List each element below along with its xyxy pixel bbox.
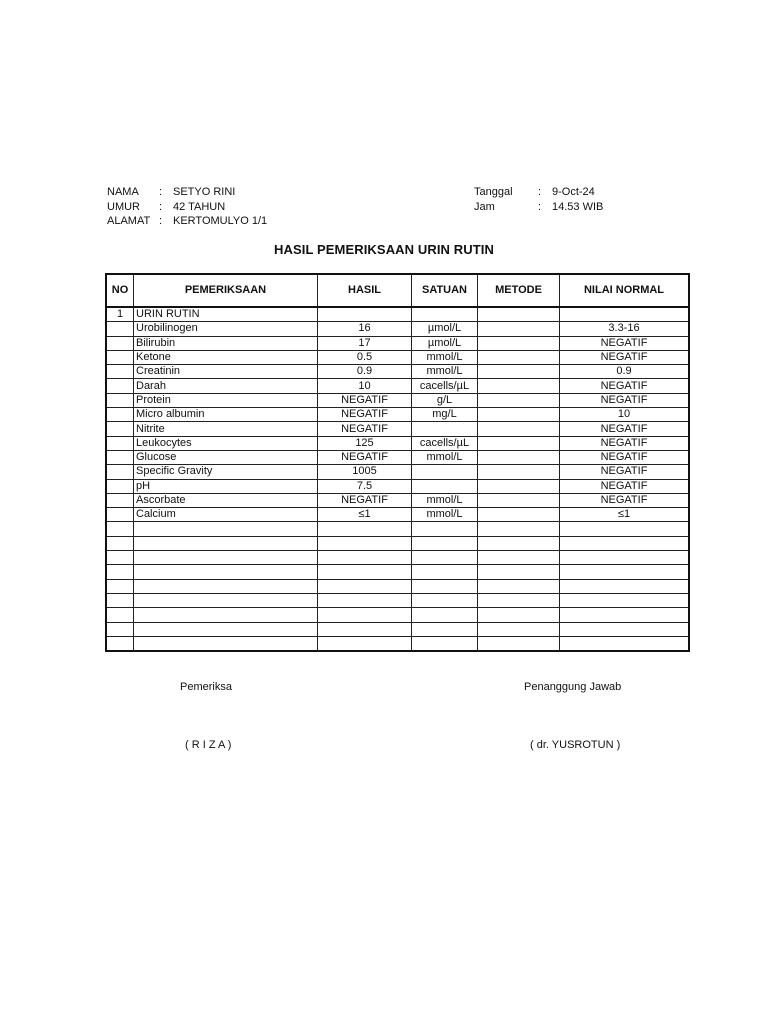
- row-method-cell: [478, 508, 560, 522]
- table-row: [106, 522, 689, 536]
- row-method-cell: [478, 536, 560, 550]
- name-value: SETYO RINI: [173, 186, 236, 198]
- row-normal-value-cell: NEGATIF: [560, 422, 690, 436]
- row-no-cell: [106, 422, 134, 436]
- row-result-cell: [318, 636, 412, 651]
- row-no-cell: [106, 522, 134, 536]
- row-no-cell: [106, 322, 134, 336]
- row-result-cell: [318, 622, 412, 636]
- age-label: UMUR: [107, 200, 140, 213]
- table-row: [106, 465, 689, 479]
- row-examination-cell: [134, 565, 318, 579]
- row-result-cell: [318, 579, 412, 593]
- row-normal-value-cell: NEGATIF: [560, 379, 690, 393]
- row-unit-cell: [412, 565, 478, 579]
- row-result-cell: NEGATIF: [318, 422, 412, 436]
- table-row: [106, 436, 689, 450]
- row-no-cell: [106, 393, 134, 407]
- row-normal-value-cell: [560, 593, 690, 607]
- row-no-cell: [106, 636, 134, 651]
- row-method-cell: [478, 336, 560, 350]
- row-examination-cell: Protein: [134, 393, 318, 407]
- row-result-cell: [318, 608, 412, 622]
- row-unit-cell: [412, 422, 478, 436]
- row-no-cell: [106, 565, 134, 579]
- row-unit-cell: [412, 608, 478, 622]
- address-colon: :: [159, 215, 163, 227]
- row-examination-cell: [134, 536, 318, 550]
- header-unit: SATUAN: [412, 274, 478, 307]
- row-no-cell: [106, 365, 134, 379]
- row-result-cell: NEGATIF: [318, 393, 412, 407]
- row-method-cell: [478, 365, 560, 379]
- header-normal-value: NILAI NORMAL: [560, 274, 690, 307]
- row-normal-value-cell: NEGATIF: [560, 436, 690, 450]
- row-normal-value-cell: NEGATIF: [560, 450, 690, 464]
- row-no-cell: [106, 608, 134, 622]
- row-result-cell: NEGATIF: [318, 493, 412, 507]
- row-no-cell: [106, 536, 134, 550]
- row-examination-cell: Creatinin: [134, 365, 318, 379]
- date-label: Tanggal: [474, 186, 513, 198]
- table-row: [106, 393, 689, 407]
- row-no-cell: [106, 465, 134, 479]
- name-label: NAMA: [107, 186, 139, 198]
- row-unit-cell: [412, 551, 478, 565]
- header-result: HASIL: [318, 274, 412, 307]
- row-examination-cell: Glucose: [134, 450, 318, 464]
- row-method-cell: [478, 593, 560, 607]
- row-unit-cell: mmol/L: [412, 493, 478, 507]
- row-normal-value-cell: NEGATIF: [560, 336, 690, 350]
- row-no-cell: [106, 551, 134, 565]
- row-no-cell: [106, 508, 134, 522]
- row-result-cell: 1005: [318, 465, 412, 479]
- row-examination-cell: Leukocytes: [134, 436, 318, 450]
- row-result-cell: 17: [318, 336, 412, 350]
- row-no-cell: [106, 593, 134, 607]
- row-normal-value-cell: [560, 579, 690, 593]
- row-no-cell: [106, 336, 134, 350]
- row-unit-cell: cacells/µL: [412, 379, 478, 393]
- row-method-cell: [478, 350, 560, 364]
- header-examination: PEMERIKSAAN: [134, 274, 318, 307]
- time-colon: :: [538, 200, 542, 213]
- row-normal-value-cell: NEGATIF: [560, 350, 690, 364]
- date-colon: :: [538, 186, 542, 198]
- row-result-cell: [318, 565, 412, 579]
- results-table: [105, 273, 690, 652]
- row-examination-cell: Specific Gravity: [134, 465, 318, 479]
- row-method-cell: [478, 436, 560, 450]
- row-method-cell: [478, 522, 560, 536]
- address-label: ALAMAT: [107, 215, 151, 227]
- row-unit-cell: g/L: [412, 393, 478, 407]
- row-method-cell: [478, 636, 560, 651]
- row-result-cell: 0.9: [318, 365, 412, 379]
- row-unit-cell: [412, 536, 478, 550]
- row-examination-cell: [134, 636, 318, 651]
- row-normal-value-cell: [560, 551, 690, 565]
- table-row: [106, 608, 689, 622]
- row-unit-cell: [412, 522, 478, 536]
- row-no-cell: 1: [106, 307, 134, 322]
- table-row: [106, 508, 689, 522]
- table-row: [106, 450, 689, 464]
- table-row: [106, 579, 689, 593]
- row-method-cell: [478, 479, 560, 493]
- row-no-cell: [106, 379, 134, 393]
- row-unit-cell: mg/L: [412, 408, 478, 422]
- row-no-cell: [106, 408, 134, 422]
- row-method-cell: [478, 450, 560, 464]
- table-row: [106, 422, 689, 436]
- responsible-label: Penanggung Jawab: [524, 681, 622, 693]
- row-examination-cell: Ketone: [134, 350, 318, 364]
- row-normal-value-cell: [560, 307, 690, 322]
- row-method-cell: [478, 493, 560, 507]
- row-unit-cell: [412, 479, 478, 493]
- row-examination-cell: Urobilinogen: [134, 322, 318, 336]
- row-normal-value-cell: ≤1: [560, 508, 690, 522]
- table-row: [106, 551, 689, 565]
- row-method-cell: [478, 379, 560, 393]
- header-no: NO: [106, 274, 134, 307]
- row-result-cell: 7.5: [318, 479, 412, 493]
- table-header-row: [106, 274, 689, 307]
- patient-info: [107, 185, 267, 229]
- row-unit-cell: [412, 579, 478, 593]
- row-result-cell: NEGATIF: [318, 450, 412, 464]
- row-result-cell: 125: [318, 436, 412, 450]
- row-result-cell: [318, 522, 412, 536]
- table-row: [106, 593, 689, 607]
- table-row: [106, 336, 689, 350]
- row-result-cell: [318, 307, 412, 322]
- date-row: [474, 185, 603, 200]
- row-examination-cell: [134, 608, 318, 622]
- table-row: [106, 350, 689, 364]
- row-normal-value-cell: [560, 622, 690, 636]
- row-method-cell: [478, 579, 560, 593]
- table-row: [106, 365, 689, 379]
- row-no-cell: [106, 436, 134, 450]
- row-method-cell: [478, 408, 560, 422]
- row-examination-cell: Bilirubin: [134, 336, 318, 350]
- row-normal-value-cell: [560, 565, 690, 579]
- age-value: 42 TAHUN: [173, 200, 226, 213]
- table-row: [106, 408, 689, 422]
- row-method-cell: [478, 565, 560, 579]
- row-normal-value-cell: 3.3-16: [560, 322, 690, 336]
- row-no-cell: [106, 479, 134, 493]
- row-result-cell: [318, 593, 412, 607]
- row-unit-cell: [412, 307, 478, 322]
- patient-address-row: [107, 214, 267, 229]
- row-examination-cell: Ascorbate: [134, 493, 318, 507]
- age-colon: :: [159, 200, 163, 213]
- row-method-cell: [478, 393, 560, 407]
- row-examination-cell: Nitrite: [134, 422, 318, 436]
- row-method-cell: [478, 622, 560, 636]
- row-unit-cell: mmol/L: [412, 508, 478, 522]
- row-normal-value-cell: [560, 536, 690, 550]
- row-normal-value-cell: [560, 636, 690, 651]
- time-value: 14.53 WIB: [552, 200, 604, 213]
- table-row: [106, 636, 689, 651]
- row-examination-cell: Calcium: [134, 508, 318, 522]
- name-colon: :: [159, 186, 163, 198]
- row-no-cell: [106, 493, 134, 507]
- row-method-cell: [478, 307, 560, 322]
- row-examination-cell: Micro albumin: [134, 408, 318, 422]
- patient-name-row: [107, 185, 267, 200]
- row-result-cell: [318, 551, 412, 565]
- row-normal-value-cell: NEGATIF: [560, 393, 690, 407]
- date-value: 9-Oct-24: [552, 186, 595, 198]
- row-result-cell: NEGATIF: [318, 408, 412, 422]
- exam-time-info: [474, 185, 603, 214]
- row-normal-value-cell: NEGATIF: [560, 479, 690, 493]
- time-row: [474, 200, 603, 215]
- row-normal-value-cell: 10: [560, 408, 690, 422]
- row-examination-cell: [134, 579, 318, 593]
- row-unit-cell: [412, 636, 478, 651]
- row-unit-cell: mmol/L: [412, 365, 478, 379]
- row-result-cell: ≤1: [318, 508, 412, 522]
- table-row: [106, 322, 689, 336]
- report-title: HASIL PEMERIKSAAN URIN RUTIN: [274, 242, 494, 257]
- examiner-name: ( R I Z A ): [185, 739, 232, 751]
- table-row: [106, 536, 689, 550]
- row-method-cell: [478, 608, 560, 622]
- row-examination-cell: [134, 551, 318, 565]
- row-no-cell: [106, 579, 134, 593]
- row-examination-cell: [134, 622, 318, 636]
- row-method-cell: [478, 551, 560, 565]
- table-row: [106, 493, 689, 507]
- row-unit-cell: µmol/L: [412, 322, 478, 336]
- row-examination-cell: [134, 593, 318, 607]
- row-method-cell: [478, 465, 560, 479]
- row-examination-cell: URIN RUTIN: [134, 307, 318, 322]
- row-unit-cell: µmol/L: [412, 336, 478, 350]
- row-examination-cell: Darah: [134, 379, 318, 393]
- row-normal-value-cell: NEGATIF: [560, 493, 690, 507]
- row-examination-cell: [134, 522, 318, 536]
- table-row: [106, 622, 689, 636]
- row-result-cell: 0.5: [318, 350, 412, 364]
- table-body: [106, 307, 689, 651]
- row-normal-value-cell: [560, 522, 690, 536]
- row-unit-cell: cacells/µL: [412, 436, 478, 450]
- row-examination-cell: pH: [134, 479, 318, 493]
- table-row: [106, 379, 689, 393]
- row-no-cell: [106, 350, 134, 364]
- row-unit-cell: [412, 593, 478, 607]
- responsible-name: ( dr. YUSROTUN ): [530, 739, 621, 751]
- time-label: Jam: [474, 200, 495, 213]
- table-row: [106, 479, 689, 493]
- row-result-cell: 16: [318, 322, 412, 336]
- table-row: [106, 565, 689, 579]
- row-method-cell: [478, 422, 560, 436]
- row-result-cell: [318, 536, 412, 550]
- row-normal-value-cell: NEGATIF: [560, 465, 690, 479]
- row-method-cell: [478, 322, 560, 336]
- address-value: KERTOMULYO 1/1: [173, 215, 268, 227]
- row-unit-cell: mmol/L: [412, 350, 478, 364]
- row-no-cell: [106, 450, 134, 464]
- table-row: [106, 307, 689, 322]
- row-unit-cell: mmol/L: [412, 450, 478, 464]
- examiner-label: Pemeriksa: [180, 681, 232, 693]
- row-normal-value-cell: [560, 608, 690, 622]
- row-unit-cell: [412, 465, 478, 479]
- row-result-cell: 10: [318, 379, 412, 393]
- row-normal-value-cell: 0.9: [560, 365, 690, 379]
- header-method: METODE: [478, 274, 560, 307]
- row-no-cell: [106, 622, 134, 636]
- patient-age-row: [107, 200, 267, 215]
- row-unit-cell: [412, 622, 478, 636]
